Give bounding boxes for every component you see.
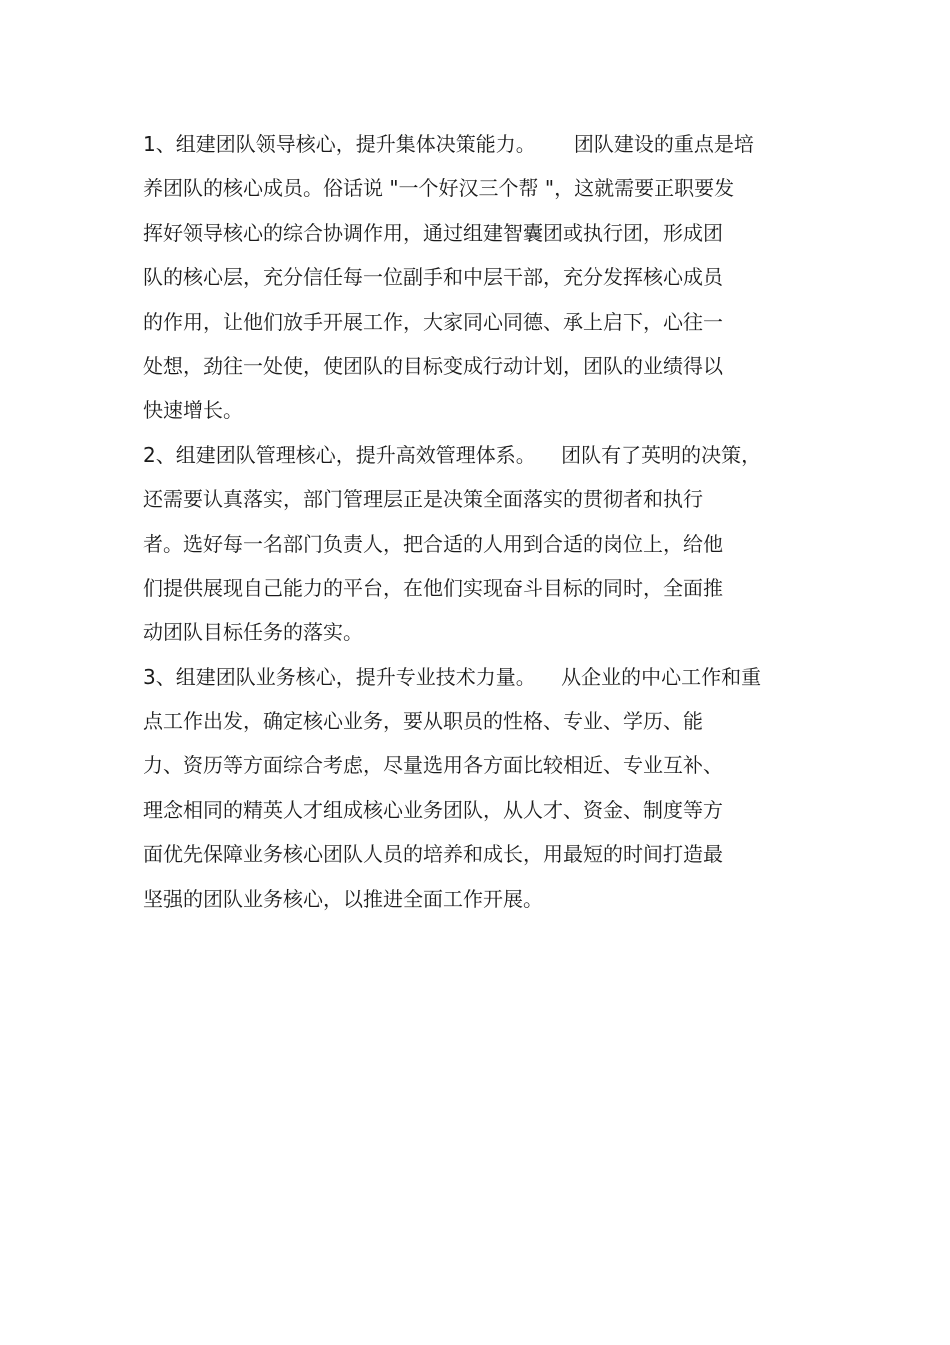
text-line: 的作用，让他们放手开展工作，大家同心同德、承上启下，心往一 bbox=[143, 309, 723, 334]
body-text bbox=[143, 128, 823, 927]
text-line: 还需要认真落实，部门管理层正是决策全面落实的贯彻者和执行 bbox=[143, 487, 703, 512]
text-line: 养团队的核心成员。俗话说 "一个好汉三个帮 "，这就需要正职要发 bbox=[143, 176, 735, 201]
text-line: 们提供展现自己能力的平台，在他们实现奋斗目标的同时，全面推 bbox=[143, 575, 723, 600]
text-line: 力、资历等方面综合考虑，尽量选用各方面比较相近、专业互补、 bbox=[143, 753, 723, 778]
text-line: 者。选好每一名部门负责人，把合适的人用到合适的岗位上，给他 bbox=[143, 531, 723, 556]
text-line: 点工作出发，确定核心业务，要从职员的性格、专业、学历、能 bbox=[143, 709, 703, 734]
text-line: 理念相同的精英人才组成核心业务团队，从人才、资金、制度等方 bbox=[143, 797, 723, 822]
text-line: 动团队目标任务的落实。 bbox=[143, 620, 363, 645]
text-line: 1、组建团队领导核心，提升集体决策能力。 团队建设的重点是培 bbox=[143, 132, 754, 156]
text-line: 面优先保障业务核心团队人员的培养和成长，用最短的时间打造最 bbox=[143, 842, 723, 867]
text-line: 坚强的团队业务核心，以推进全面工作开展。 bbox=[143, 886, 543, 911]
text-line: 2、组建团队管理核心，提升高效管理体系。 团队有了英明的决策， bbox=[143, 442, 762, 467]
text-line: 队的核心层，充分信任每一位副手和中层干部，充分发挥核心成员 bbox=[143, 265, 723, 290]
text-line: 挥好领导核心的综合协调作用，通过组建智囊团或执行团，形成团 bbox=[143, 220, 723, 245]
text-line: 快速增长。 bbox=[143, 398, 243, 423]
text-line: 处想，劲往一处使，使团队的目标变成行动计划，团队的业绩得以 bbox=[143, 353, 723, 378]
text-line: 3、组建团队业务核心，提升专业技术力量。 从企业的中心工作和重 bbox=[143, 664, 762, 689]
